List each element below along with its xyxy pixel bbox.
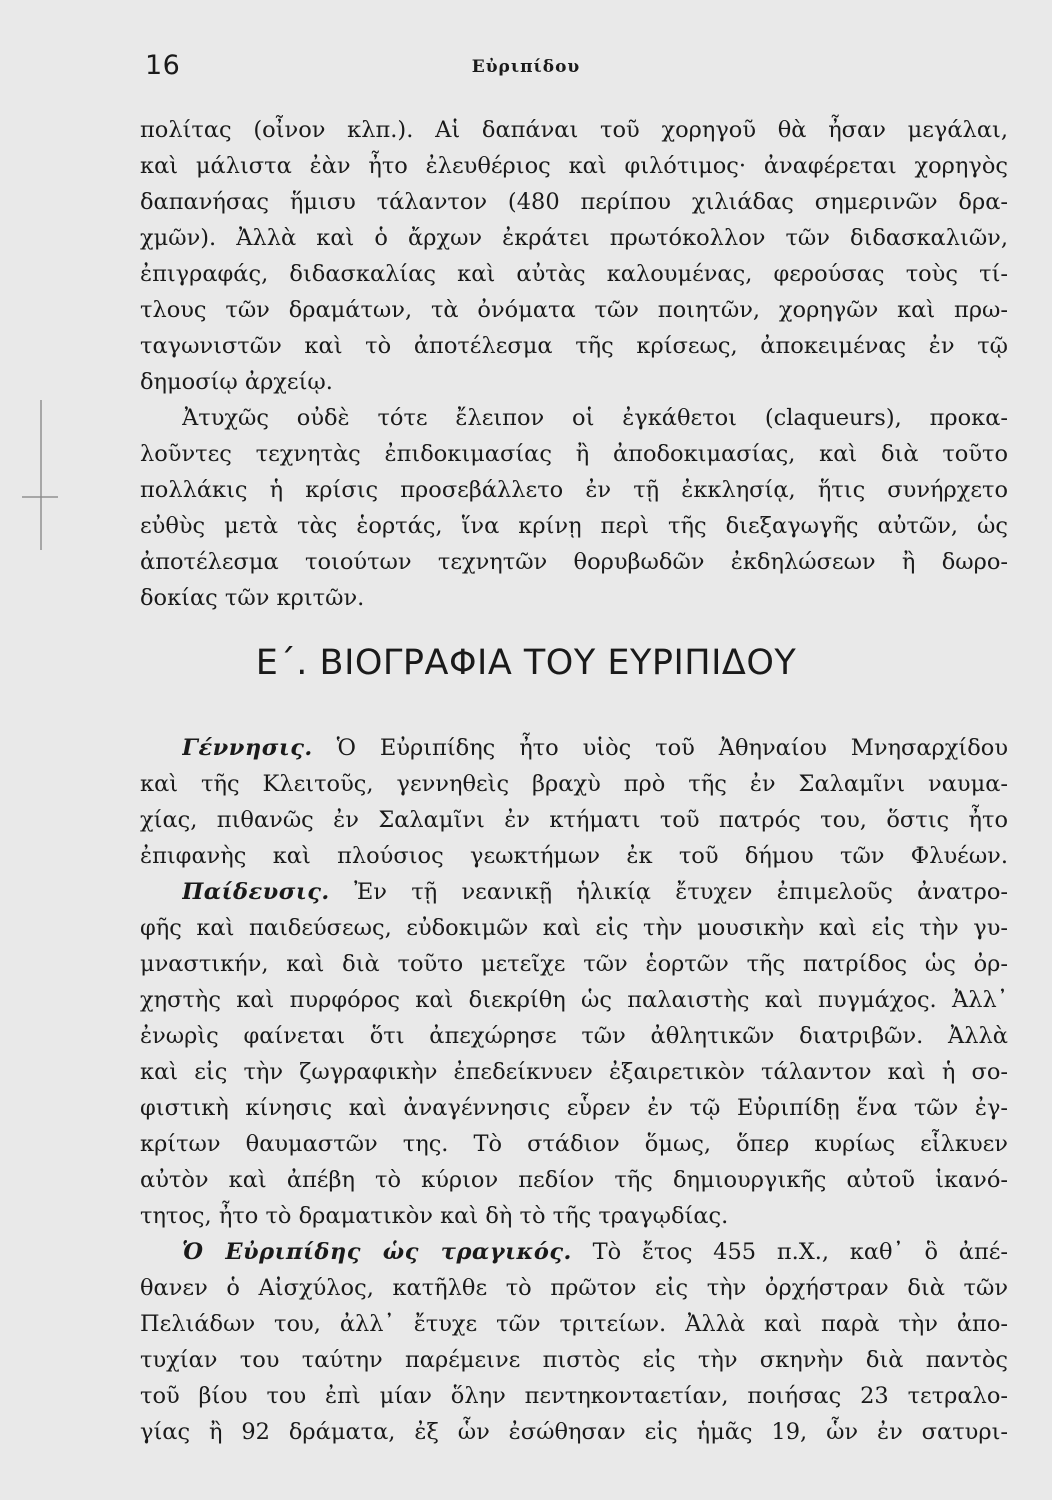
text-line: τοῦ βίου του ἐπὶ μίαν ὅλην πεντηκονταετίαν, ποιήσας 23 τετραλο- [140, 1383, 1008, 1409]
pencil-margin-tick [22, 496, 58, 498]
text-line: πολλάκις ἡ κρίσις προσεβάλλετο ἐν τῇ ἐκκλησίᾳ, ἥτις συνήρχετο [140, 477, 1008, 503]
text-line: ἀποτέλεσμα τοιούτων τεχνητῶν θορυβωδῶν ἐκδηλώσεων ἢ δωρο- [140, 549, 1008, 575]
text-line [182, 1234, 1008, 1270]
text-line: Πελιάδων του, ἀλλ᾽ ἔτυχε τῶν τριτείων. Ἀλλὰ καὶ παρὰ τὴν ἀπο- [140, 1311, 1008, 1337]
text-line: πολίτας (οἶνον κλπ.). Αἱ δαπάναι τοῦ χορηγοῦ θὰ ἦσαν μεγάλαι, [140, 117, 1008, 143]
text-line: δαπανήσας ἥμισυ τάλαντον (480 περίπου χιλιάδας σημερινῶν δρα- [140, 189, 1008, 215]
text-line: καὶ εἰς τὴν ζωγραφικὴν ἐπεδείκνυεν ἐξαιρετικὸν τάλαντον καὶ ἡ σο- [140, 1059, 1008, 1085]
text-line: κρίτων θαυμαστῶν της. Τὸ στάδιον ὅμως, ὅπερ κυρίως εἷλκυεν [140, 1131, 1008, 1157]
text-line: χίας, πιθανῶς ἐν Σαλαμῖνι ἐν κτήματι τοῦ πατρός του, ὅστις ἦτο [140, 807, 1008, 833]
text-line [182, 730, 1008, 766]
text-line: φιστικὴ κίνησις καὶ ἀναγέννησις εὗρεν ἐν τῷ Εὐριπίδῃ ἕνα τῶν ἐγ- [140, 1095, 1008, 1121]
section-heading: Ε΄. ΒΙΟΓΡΑΦΙΑ ΤΟΥ ΕΥΡΙΠΙΔΟΥ [255, 643, 797, 683]
text-run: Ὁ Εὐριπίδης ἦτο υἱὸς τοῦ Ἀθηναίου Μνησαρχίδου [312, 735, 1008, 761]
paragraph-lead: Ὁ Εὐριπίδης ὡς τραγικός. [182, 1239, 572, 1265]
text-line: τυχίαν του ταύτην παρέμεινε πιστὸς εἰς τὴν σκηνὴν διὰ παντὸς [140, 1347, 1008, 1373]
text-run: Ἐν τῇ νεανικῇ ἡλικίᾳ ἔτυχεν ἐπιμελοῦς ἀνατρο- [329, 879, 1008, 905]
text-line: ταγωνιστῶν καὶ τὸ ἀποτέλεσμα τῆς κρίσεως, ἀποκειμένας ἐν τῷ [140, 333, 1008, 359]
page-number: 16 [145, 50, 181, 81]
text-line: δοκίας τῶν κριτῶν. [140, 585, 365, 611]
pencil-margin-mark [40, 400, 42, 550]
text-line: γίας ἢ 92 δράματα, ἐξ ὧν ἐσώθησαν εἰς ἡμᾶς 19, ὧν ἐν σατυρι- [140, 1419, 1008, 1445]
text-line: τητος, ἦτο τὸ δραματικὸν καὶ δὴ τὸ τῆς τραγῳδίας. [140, 1203, 729, 1229]
text-line: χηστὴς καὶ πυρφόρος καὶ διεκρίθη ὡς παλαιστὴς καὶ πυγμάχος. Ἀλλ᾽ [140, 987, 1008, 1013]
text-line: μναστικήν, καὶ διὰ τοῦτο μετεῖχε τῶν ἑορτῶν τῆς πατρίδος ὡς ὀρ- [140, 951, 1008, 977]
text-line: χμῶν). Ἀλλὰ καὶ ὁ ἄρχων ἐκράτει πρωτόκολλον τῶν διδασκαλιῶν, [140, 225, 1008, 251]
text-line: ἐπιγραφάς, διδασκαλίας καὶ αὐτὰς καλουμένας, φερούσας τοὺς τί- [140, 261, 1008, 287]
text-line: ἐνωρὶς φαίνεται ὅτι ἀπεχώρησε τῶν ἀθλητικῶν διατριβῶν. Ἀλλὰ [140, 1023, 1008, 1049]
text-line: Ἀτυχῶς οὐδὲ τότε ἔλειπον οἱ ἐγκάθετοι (claqueurs), προκα- [182, 405, 1008, 431]
running-head: Εὐριπίδου [471, 57, 581, 77]
text-line: θανεν ὁ Αἰσχύλος, κατῆλθε τὸ πρῶτον εἰς τὴν ὀρχήστραν διὰ τῶν [140, 1275, 1008, 1301]
text-line: καὶ μάλιστα ἐὰν ἦτο ἐλευθέριος καὶ φιλότιμος· ἀναφέρεται χορηγὸς [140, 153, 1008, 179]
text-line: ἐπιφανὴς καὶ πλούσιος γεωκτήμων ἐκ τοῦ δήμου τῶν Φλυέων. [140, 843, 1008, 869]
text-line: καὶ τῆς Κλειτοῦς, γεννηθεὶς βραχὺ πρὸ τῆς ἐν Σαλαμῖνι ναυμα- [140, 771, 1008, 797]
paragraph-lead: Παίδευσις. [182, 879, 330, 905]
text-run: Τὸ ἔτος 455 π.Χ., καθ᾽ ὃ ἀπέ- [571, 1239, 1008, 1265]
text-line [182, 874, 1008, 910]
text-line: τλους τῶν δραμάτων, τὰ ὀνόματα τῶν ποιητῶν, χορηγῶν καὶ πρω- [140, 297, 1008, 323]
text-line: εὐθὺς μετὰ τὰς ἑορτάς, ἵνα κρίνῃ περὶ τῆς διεξαγωγῆς αὐτῶν, ὡς [140, 513, 1008, 539]
text-line: φῆς καὶ παιδεύσεως, εὐδοκιμῶν καὶ εἰς τὴν μουσικὴν καὶ εἰς τὴν γυ- [140, 915, 1008, 941]
paragraph-lead: Γέννησις. [182, 735, 313, 761]
text-line: λοῦντες τεχνητὰς ἐπιδοκιμασίας ἢ ἀποδοκιμασίας, καὶ διὰ τοῦτο [140, 441, 1008, 467]
text-line: δημοσίῳ ἀρχείῳ. [140, 369, 333, 395]
text-line: αὐτὸν καὶ ἀπέβη τὸ κύριον πεδίον τῆς δημιουργικῆς αὐτοῦ ἱκανό- [140, 1167, 1008, 1193]
